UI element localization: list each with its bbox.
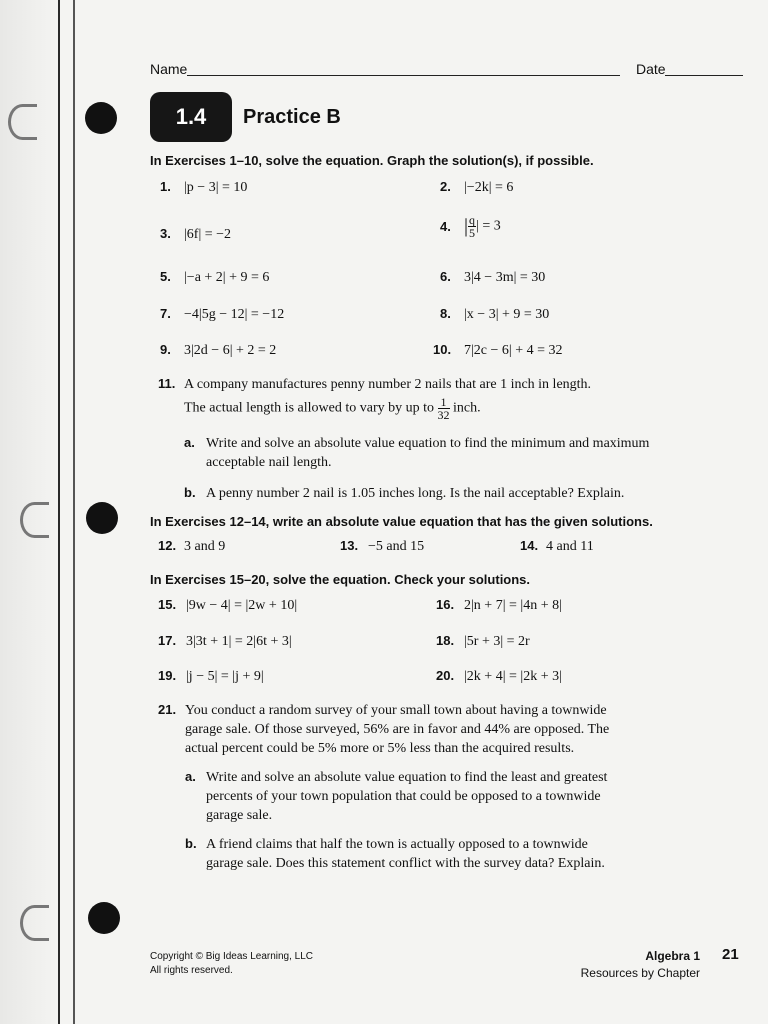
exercise-1: 1. |p − 3| = 10 bbox=[160, 179, 248, 195]
exercise-21-line-3: actual percent could be 5% more or 5% less than the acquired results. bbox=[185, 741, 575, 756]
exercise-5: 5. |−a + 2| + 9 = 6 bbox=[160, 269, 270, 285]
exercise-15: 15. |9w − 4| = |2w + 10| bbox=[158, 597, 298, 613]
exercise-2: 2. |−2k| = 6 bbox=[440, 179, 514, 195]
page-title: Practice B bbox=[243, 106, 341, 128]
exercise-8: 8. |x − 3| + 9 = 30 bbox=[440, 306, 550, 322]
exercise-4: 4. | $\frac{q}{5}$ | = 3 bbox=[440, 213, 501, 240]
exercise-6: 6. 3|4 − 3m| = 30 bbox=[440, 269, 546, 285]
exercise-21-line-2: garage sale. Of those surveyed, 56% are in favor and 44% are opposed. The bbox=[185, 722, 610, 737]
punch-hole bbox=[86, 502, 118, 534]
punch-hole bbox=[85, 102, 117, 134]
binder-ring bbox=[20, 502, 49, 538]
copyright-text: Copyright © Big Ideas Learning, LLC bbox=[150, 951, 314, 962]
exercise-19: 19. |j − 5| = |j + 9| bbox=[158, 668, 264, 684]
fraction-q-over-5: $\frac{q}{5}$ bbox=[469, 213, 476, 240]
exercise-21b: b. A friend claims that half the town is actually opposed to a townwide bbox=[185, 836, 588, 852]
page-edge bbox=[58, 0, 60, 1024]
page-number: 21 bbox=[722, 946, 739, 963]
exercise-11b: b. A penny number 2 nail is 1.05 inches long. Is the nail acceptable? Explain. bbox=[184, 485, 625, 501]
instructions-12-14: In Exercises 12–14, write an absolute value equation that has the given solutions. bbox=[150, 514, 653, 529]
date-label: Date bbox=[636, 61, 666, 77]
date-field[interactable] bbox=[665, 75, 743, 76]
exercise-11a: a. Write and solve an absolute value equation to find the minimum and maximum bbox=[184, 435, 650, 451]
binder-ring bbox=[8, 104, 37, 140]
exercise-13: 13. −5 and 15 bbox=[340, 538, 425, 554]
exercise-11a-line-2: acceptable nail length. bbox=[206, 455, 332, 470]
book-title: Algebra 1 bbox=[645, 949, 700, 963]
copyright-notice bbox=[150, 950, 313, 978]
exercise-11-line-2: The actual length is allowed to vary by up to $\frac{1}{32}$ inch. bbox=[184, 395, 481, 422]
instructions-15-20: In Exercises 15–20, solve the equation. Check your solutions. bbox=[150, 572, 531, 587]
exercise-20: 20. |2k + 4| = |2k + 3| bbox=[436, 668, 562, 684]
margin-line bbox=[73, 0, 75, 1024]
exercise-21a: a. Write and solve an absolute value equation to find the least and greatest bbox=[185, 769, 608, 785]
rights-text: All rights reserved. bbox=[150, 965, 233, 976]
binder-ring bbox=[20, 905, 49, 941]
exercise-9: 9. 3|2d − 6| + 2 = 2 bbox=[160, 342, 277, 358]
exercise-21a-line-3: garage sale. bbox=[206, 808, 273, 823]
exercise-16: 16. 2|n + 7| = |4n + 8| bbox=[436, 597, 562, 613]
instructions-1-10: In Exercises 1–10, solve the equation. Graph the solution(s), if possible. bbox=[150, 153, 594, 168]
name-field[interactable] bbox=[187, 75, 620, 76]
exercise-17: 17. 3|3t + 1| = 2|6t + 3| bbox=[158, 633, 292, 649]
section-number-badge: 1.4 bbox=[150, 92, 232, 142]
exercise-7: 7. −4|5g − 12| = −12 bbox=[160, 306, 285, 322]
exercise-18: 18. |5r + 3| = 2r bbox=[436, 633, 530, 649]
book-info bbox=[560, 948, 700, 982]
book-subtitle: Resources by Chapter bbox=[580, 966, 700, 980]
exercise-10: 10. 7|2c − 6| + 4 = 32 bbox=[433, 342, 563, 358]
exercise-3: 3. |6f| = −2 bbox=[160, 226, 232, 242]
exercise-21: 21. You conduct a random survey of your small town about having a townwide bbox=[158, 702, 607, 718]
punch-hole bbox=[88, 902, 120, 934]
exercise-12: 12. 3 and 9 bbox=[158, 538, 226, 554]
name-label: Name bbox=[150, 61, 188, 77]
exercise-21a-line-2: percents of your town population that could be opposed to a townwide bbox=[206, 789, 601, 804]
exercise-21b-line-2: garage sale. Does this statement conflict with the survey data? Explain. bbox=[206, 856, 605, 871]
fraction-1-over-32: $\frac{1}{32}$ bbox=[437, 395, 450, 422]
exercise-11: 11. A company manufactures penny number 2 nails that are 1 inch in length. bbox=[158, 376, 592, 392]
exercise-14: 14. 4 and 11 bbox=[520, 538, 594, 554]
